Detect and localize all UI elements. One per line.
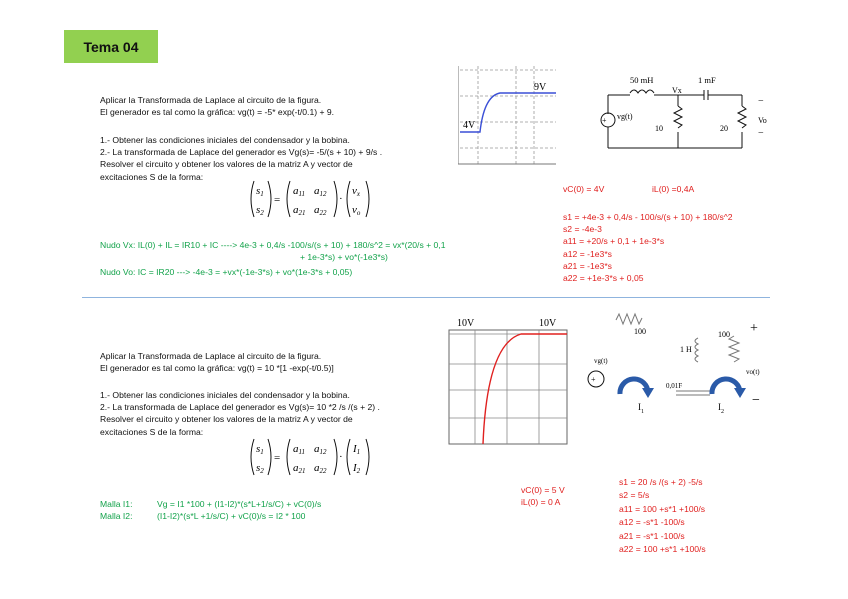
initial-condition-vc: vC(0) = 4V — [563, 184, 605, 194]
svg-text:s2: s2 — [256, 462, 264, 475]
problem1-intro — [100, 94, 334, 118]
resistor-top-label: 100 — [634, 327, 646, 336]
mesh-equation-1: Malla I1: Vg = I1 *100 + (I1-I2)*(s*L+1/s/C) + vC(0)/s — [100, 499, 322, 509]
svg-text:+: + — [750, 321, 758, 336]
problem2-question-line: excitaciones S de la forma: — [100, 426, 204, 437]
answer-line: a21 = -s*1 -100/s — [619, 530, 685, 541]
svg-text:a12: a12 — [314, 185, 327, 198]
svg-text:+: + — [591, 375, 596, 384]
problem1-question-line: 1.- Obtener las condiciones iniciales del condensador y la bobina. — [100, 135, 350, 145]
source-label: vg(t) — [594, 357, 608, 365]
matrix-equation-2 — [246, 436, 370, 478]
svg-text:a12: a12 — [314, 443, 327, 456]
capacitor-label: 1 mF — [698, 75, 716, 85]
svg-text:s2: s2 — [256, 204, 264, 217]
answer-line: s2 = 5/s — [619, 490, 650, 501]
answer-line: a22 = 100 +s*1 +100/s — [619, 544, 706, 555]
svg-text:a11: a11 — [293, 185, 305, 198]
answer-line: a21 = -1e3*s — [563, 260, 612, 271]
output-vo-label: Vo — [758, 116, 767, 125]
generator-graph-1 — [458, 62, 558, 168]
problem2-questions — [100, 389, 380, 438]
problem1-intro-line: El generador es tal como la gráfica: vg(t) = -5* exp(-t/0.1) + 9. — [100, 107, 335, 118]
initial-condition-il: iL(0) =0,4A — [652, 184, 695, 194]
answer-line: a11 = +20/s + 0,1 + 1e-3*s — [563, 236, 665, 247]
problem2-answers — [619, 476, 706, 556]
problem1-answers — [563, 211, 733, 284]
problem2-question-line: 2.- La transformada de Laplace del generador es Vg(s)= 10 *2 /s /(s + 2) . — [100, 402, 380, 413]
svg-text:−: − — [758, 128, 764, 139]
svg-text:vo: vo — [352, 204, 361, 217]
problem1-question-line: Resolver el circuito y obtener los valores de la matriz A y vector de — [100, 159, 353, 170]
svg-text:a22: a22 — [314, 462, 327, 475]
graph1-high-label: 9V — [534, 82, 547, 93]
node-equation-vo: Nudo Vo: IC = IR20 ---> -4e-3 = +vx*(-1e-3*s) + vo*(1e-3*s + 0,05) — [100, 267, 353, 277]
mesh-current-i1: $I_1$ — [638, 402, 644, 415]
svg-text:I1: I1 — [353, 443, 361, 456]
graph2-right-label: 10V — [539, 318, 557, 329]
svg-text:s1: s1 — [256, 185, 264, 198]
answer-line: a12 = -s*1 -100/s — [619, 517, 685, 528]
problem1-question-line: excitaciones S de la forma: — [100, 171, 204, 182]
problem2-intro — [100, 350, 334, 374]
answer-line: s1 = +4e-3 + 0,4/s - 100/s/(s + 10) + 180/s^2 — [563, 212, 733, 222]
mesh-equations — [100, 498, 321, 522]
problem2-intro-line: Aplicar la Transformada de Laplace al circuito de la figura. — [100, 351, 322, 361]
svg-text:a22: a22 — [314, 204, 327, 217]
initial-condition-vc: vC(0) = 5 V — [521, 485, 565, 495]
circuit-1 — [592, 70, 784, 152]
svg-text:=: = — [274, 452, 281, 464]
svg-text:−: − — [758, 96, 764, 107]
problem2-question-line: Resolver el circuito y obtener los valores de la matriz A y vector de — [100, 414, 353, 425]
svg-text:=: = — [274, 194, 281, 206]
node-vx-label: Vx — [672, 86, 682, 95]
capacitor-label: 0,01F — [666, 382, 683, 390]
mesh-equation-2: Malla I2: (I1-I2)*(s*L +1/s/C) + vC(0)/s = I2 * 100 — [100, 511, 306, 522]
svg-text:a21: a21 — [293, 462, 306, 475]
svg-text:I2: I2 — [353, 462, 361, 475]
svg-text:·: · — [339, 193, 343, 205]
matrix-equation-1 — [246, 178, 370, 220]
mesh-current-i2: $I_2$ — [718, 402, 724, 415]
answer-line: s1 = 20 /s /(s + 2) -5/s — [619, 477, 703, 487]
inductor-label: 1 H — [680, 345, 692, 354]
section-divider — [82, 297, 770, 298]
source-label: vg(t) — [617, 112, 633, 121]
initial-condition-il: iL(0) = 0 A — [521, 497, 561, 508]
generator-graph-2 — [447, 314, 571, 448]
graph2-left-label: 10V — [457, 318, 475, 329]
problem1-question-line: 2.- La transformada de Laplace del generador es Vg(s)= -5/(s + 10) + 9/s . — [100, 147, 383, 158]
resistor-10-label: 10 — [655, 124, 663, 133]
svg-text:a21: a21 — [293, 204, 306, 217]
svg-text:vx: vx — [352, 185, 360, 198]
node-equation-vx-cont: + 1e-3*s) + vo*(-1e3*s) — [300, 252, 388, 262]
problem2-question-line: 1.- Obtener las condiciones iniciales del condensador y la bobina. — [100, 390, 350, 400]
problem1-questions — [100, 134, 382, 183]
answer-line: a12 = -1e3*s — [563, 248, 612, 259]
graph1-low-label: 4V — [463, 120, 476, 131]
node-equation-vx: Nudo Vx: IL(0) + IL = IR10 + IC ----> 4e-3 + 0,4/s -100/s/(s + 10) + 180/s^2 = vx*(20/s + 0,1 — [100, 240, 446, 250]
svg-text:a11: a11 — [293, 443, 305, 456]
svg-text:−: − — [752, 393, 760, 408]
inductor-label: 50 mH — [630, 75, 654, 85]
svg-text:s1: s1 — [256, 443, 264, 456]
answer-line: a22 = +1e-3*s + 0,05 — [563, 273, 644, 284]
circuit-2 — [586, 308, 776, 420]
answer-line: s2 = -4e-3 — [563, 224, 602, 235]
resistor-20-label: 20 — [720, 124, 728, 133]
problem2-intro-line: El generador es tal como la gráfica: vg(t) = 10 *[1 -exp(-t/0.5)] — [100, 363, 334, 374]
problem2-initial-conditions — [521, 484, 565, 508]
resistor-right-label: 100 — [718, 330, 730, 339]
svg-text:+: + — [602, 116, 607, 125]
problem1-intro-line: Aplicar la Transformada de Laplace al circuito de la figura. — [100, 95, 322, 105]
answer-line: a11 = 100 +s*1 +100/s — [619, 503, 706, 514]
output-vo-label: vo(t) — [746, 368, 760, 376]
svg-text:·: · — [339, 451, 343, 463]
topic-title: Tema 04 — [64, 30, 158, 63]
